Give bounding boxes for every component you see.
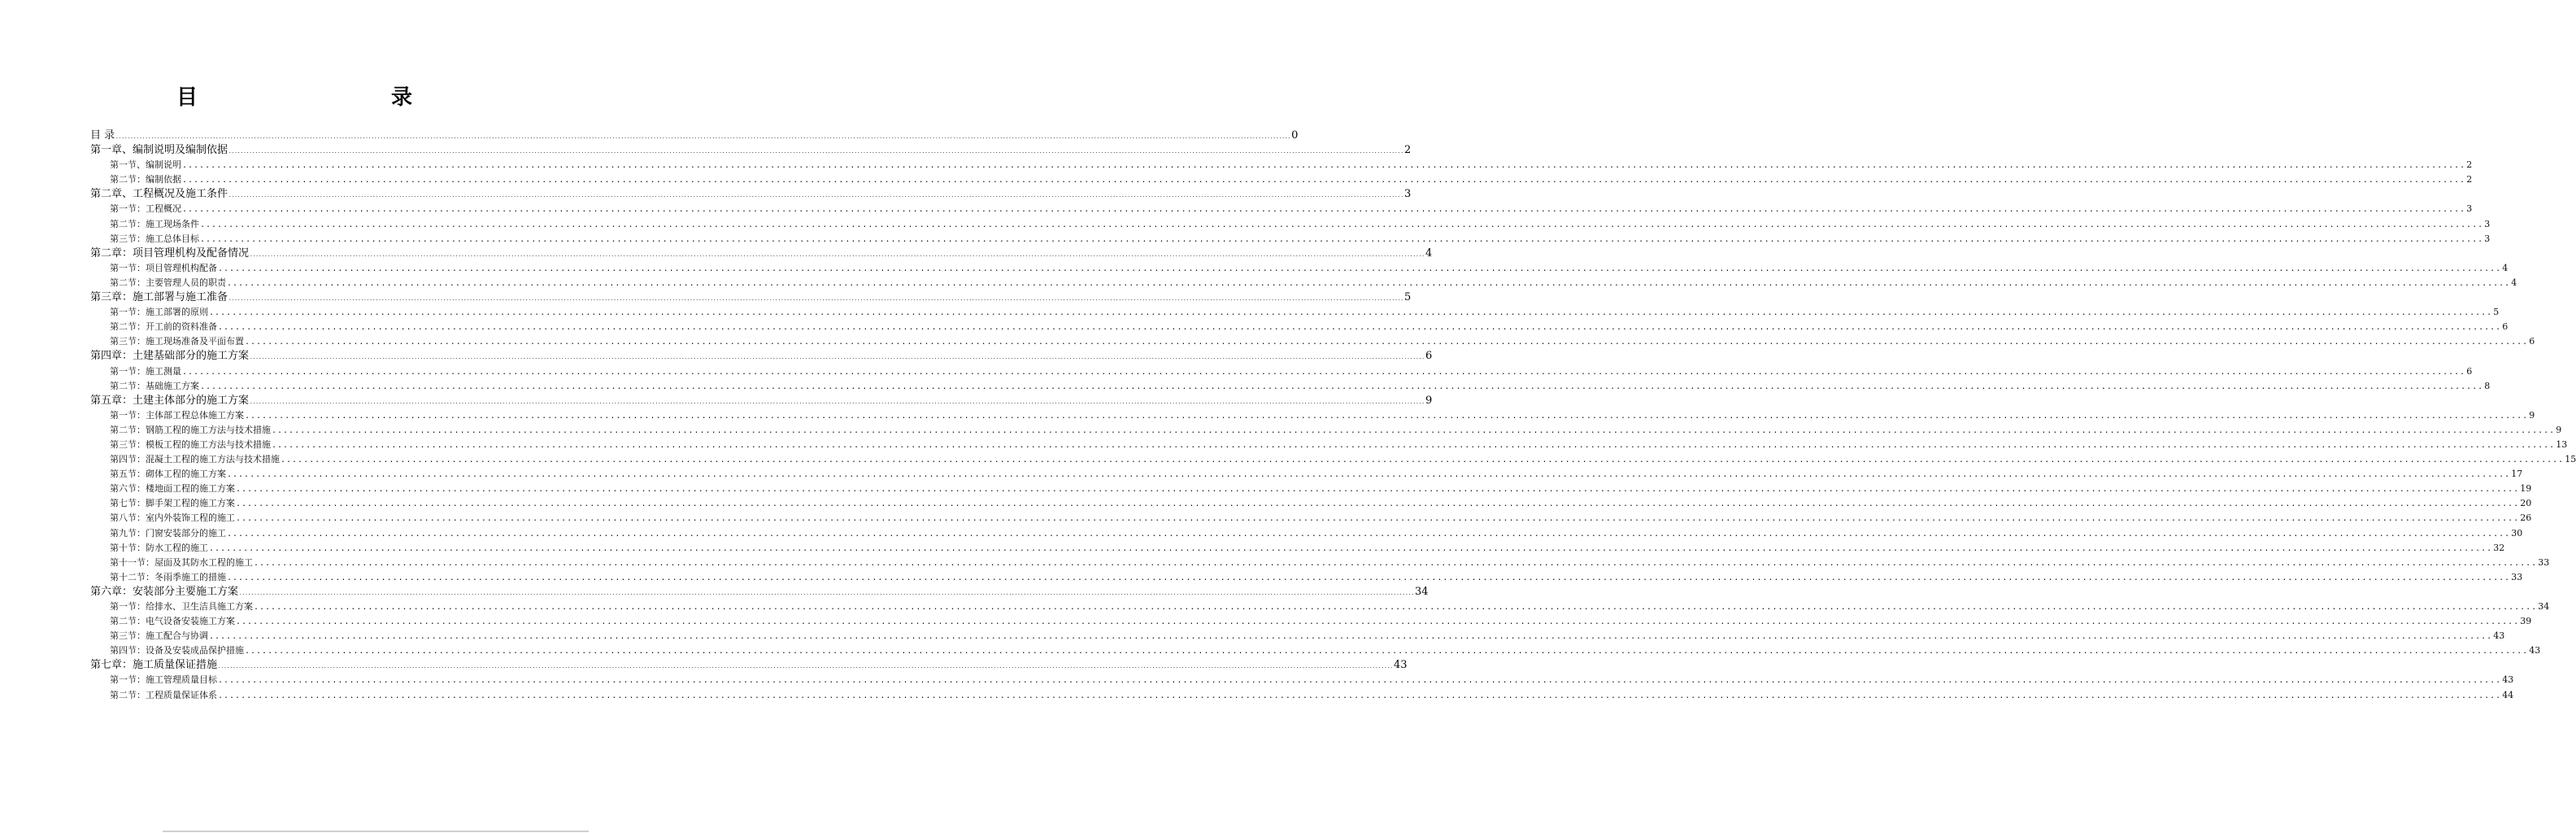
toc-section-entry[interactable] <box>90 496 2532 511</box>
dot-leader: ................................................................................................................................................................................................................................................................................................................................................................................................................ <box>245 338 2529 347</box>
toc-chapter-entry[interactable] <box>90 585 1429 600</box>
toc-section-entry[interactable] <box>90 408 2535 423</box>
toc-entry-label: 第二节：编制依据 <box>110 174 181 185</box>
toc-entry-page-number: 9 <box>1425 394 1433 407</box>
toc-entry-page-number: 6 <box>2466 365 2473 377</box>
dot-leader: ................................................................................................................................................................................................................................................................................................................................................................................................................ <box>272 425 2556 435</box>
toc-entry-label: 第五章：土建主体部分的施工方案 <box>90 394 250 407</box>
toc-section-entry[interactable] <box>90 629 2505 643</box>
toc-entry-label: 第二节：基础施工方案 <box>110 380 199 391</box>
toc-entry-page-number: 34 <box>1414 585 1429 598</box>
page-title: 目 录 <box>176 85 463 110</box>
toc-entry-page-number: 43 <box>1393 659 1408 672</box>
dot-leader: ................................................................................................................................................................................................................................................................................................................................................................................................................ <box>250 251 1425 258</box>
toc-entry-page-number: 43 <box>2529 645 2541 656</box>
toc-section-entry[interactable] <box>90 217 2491 232</box>
toc-entry-label: 第十节：防水工程的施工 <box>110 542 208 553</box>
toc-entry-label: 第十二节：冬雨季施工的措施 <box>110 571 226 582</box>
toc-entry-page-number: 19 <box>2520 483 2532 495</box>
toc-entry-label: 第三节：施工配合与协调 <box>110 630 208 642</box>
toc-entry-page-number: 0 <box>1291 129 1299 142</box>
toc-entry-page-number: 39 <box>2520 616 2532 627</box>
toc-entry-label: 第一节：主体部工程总体施工方案 <box>110 409 244 421</box>
toc-entry-page-number: 33 <box>2511 571 2523 582</box>
toc-chapter-entry[interactable] <box>90 129 1299 143</box>
toc-entry-label: 第一节：施工测量 <box>110 365 181 377</box>
toc-entry-label: 第二章、工程概况及施工条件 <box>90 188 228 201</box>
toc-entry-page-number: 34 <box>2538 601 2550 612</box>
toc-entry-label: 第一节：施工管理质量目标 <box>110 674 217 686</box>
toc-chapter-entry[interactable] <box>90 658 1408 673</box>
dot-leader: ................................................................................................................................................................................................................................................................................................................................................................................................................ <box>182 367 2466 377</box>
toc-section-entry[interactable] <box>90 452 2576 467</box>
toc-entry-label: 第三节：模板工程的施工方法与技术措施 <box>110 438 271 450</box>
toc-entry-label: 第一节：施工部署的原则 <box>110 307 208 318</box>
toc-entry-page-number: 43 <box>2493 630 2505 642</box>
toc-section-entry[interactable] <box>90 232 2491 246</box>
toc-entry-page-number: 3 <box>2484 218 2491 229</box>
dot-leader: ................................................................................................................................................................................................................................................................................................................................................................................................................ <box>200 220 2484 229</box>
toc-section-entry[interactable] <box>90 467 2523 482</box>
toc-entry-label: 第六章：安装部分主要施工方案 <box>90 585 239 598</box>
toc-entry-label: 目 录 <box>90 129 115 142</box>
toc-section-entry[interactable] <box>90 643 2541 658</box>
toc-entry-page-number: 17 <box>2511 469 2523 480</box>
toc-entry-label: 第一节：工程概况 <box>110 203 181 215</box>
toc-entry-page-number: 2 <box>1403 144 1412 157</box>
dot-leader: ................................................................................................................................................................................................................................................................................................................................................................................................................ <box>182 176 2466 185</box>
toc-entry-label: 第一节、编制说明 <box>110 159 181 171</box>
toc-section-entry[interactable] <box>90 276 2517 290</box>
dot-leader: ................................................................................................................................................................................................................................................................................................................................................................................................................ <box>227 470 2511 480</box>
toc-entry-page-number: 30 <box>2511 527 2523 539</box>
dot-leader: ................................................................................................................................................................................................................................................................................................................................................................................................................ <box>228 193 1403 199</box>
toc-entry-page-number: 5 <box>1403 291 1412 304</box>
dot-leader: ................................................................................................................................................................................................................................................................................................................................................................................................................ <box>281 456 2565 465</box>
dot-leader: ................................................................................................................................................................................................................................................................................................................................................................................................................ <box>272 440 2556 450</box>
dot-leader: ................................................................................................................................................................................................................................................................................................................................................................................................................ <box>228 296 1403 303</box>
dot-leader: ................................................................................................................................................................................................................................................................................................................................................................................................................ <box>250 399 1425 405</box>
dot-leader: ................................................................................................................................................................................................................................................................................................................................................................................................................ <box>250 355 1425 361</box>
toc-section-entry[interactable] <box>90 172 2473 187</box>
toc-entry-label: 第二节：施工现场条件 <box>110 218 199 229</box>
toc-entry-page-number: 5 <box>2493 307 2500 318</box>
toc-entry-label: 第三章：施工部署与施工准备 <box>90 291 228 304</box>
toc-entry-label: 第五节：砌体工程的施工方案 <box>110 469 226 480</box>
dot-leader: ................................................................................................................................................................................................................................................................................................................................................................................................................ <box>228 149 1403 155</box>
toc-entry-label: 第三节：施工总体目标 <box>110 233 199 244</box>
toc-entry-page-number: 20 <box>2520 498 2532 509</box>
toc-section-entry[interactable] <box>90 379 2491 394</box>
toc-chapter-entry[interactable] <box>90 290 1412 305</box>
dot-leader: ................................................................................................................................................................................................................................................................................................................................................................................................................ <box>115 134 1291 140</box>
footer-divider <box>163 831 589 832</box>
toc-entry-page-number: 4 <box>1425 246 1433 259</box>
toc-section-entry[interactable] <box>90 673 2514 687</box>
toc-section-entry[interactable] <box>90 202 2473 216</box>
toc-entry-page-number: 9 <box>2556 424 2562 435</box>
toc-section-entry[interactable] <box>90 158 2473 172</box>
toc-section-entry[interactable] <box>90 438 2568 452</box>
dot-leader: ................................................................................................................................................................................................................................................................................................................................................................................................................ <box>182 161 2466 171</box>
toc-entry-page-number: 15 <box>2565 454 2576 465</box>
toc-section-entry[interactable] <box>90 556 2550 570</box>
toc-section-entry[interactable] <box>90 600 2550 614</box>
toc-entry-page-number: 32 <box>2493 542 2505 553</box>
toc-entry-label: 第三节：施工现场准备及平面布置 <box>110 336 244 347</box>
toc-entry-page-number: 6 <box>1425 350 1433 363</box>
dot-leader: ................................................................................................................................................................................................................................................................................................................................................................................................................ <box>245 411 2529 421</box>
toc-entry-page-number: 3 <box>2466 203 2473 215</box>
toc-chapter-entry[interactable] <box>90 246 1433 261</box>
dot-leader: ................................................................................................................................................................................................................................................................................................................................................................................................................ <box>245 647 2529 656</box>
toc-entry-label: 第二节：主要管理人员的职责 <box>110 277 226 288</box>
toc-entry-page-number: 9 <box>2529 409 2535 421</box>
toc-entry-page-number: 2 <box>2466 159 2473 171</box>
toc-entry-page-number: 8 <box>2484 380 2491 391</box>
toc-entry-label: 第四节：混凝土工程的施工方法与技术措施 <box>110 454 280 465</box>
toc-chapter-entry[interactable] <box>90 349 1433 364</box>
dot-leader: ................................................................................................................................................................................................................................................................................................................................................................................................................ <box>209 632 2493 642</box>
dot-leader: ................................................................................................................................................................................................................................................................................................................................................................................................................ <box>227 573 2511 582</box>
toc-section-entry[interactable] <box>90 570 2523 585</box>
toc-chapter-entry[interactable] <box>90 187 1412 202</box>
toc-entry-label: 第七节：脚手架工程的施工方案 <box>110 498 235 509</box>
toc-entry-label: 第七章：施工质量保证措施 <box>90 659 218 672</box>
toc-entry-page-number: 2 <box>2466 174 2473 185</box>
toc-entry-label: 第一节：项目管理机构配备 <box>110 262 217 273</box>
toc-entry-label: 第十一节：屋面及其防水工程的施工 <box>110 556 253 568</box>
toc-entry-page-number: 26 <box>2520 512 2532 524</box>
toc-entry-page-number: 13 <box>2556 438 2568 450</box>
dot-leader: ................................................................................................................................................................................................................................................................................................................................................................................................................ <box>236 617 2520 627</box>
toc-entry-page-number: 4 <box>2502 262 2509 273</box>
dot-leader: ................................................................................................................................................................................................................................................................................................................................................................................................................ <box>218 264 2502 273</box>
toc-section-entry[interactable] <box>90 320 2509 334</box>
toc-entry-label: 第六节：楼地面工程的施工方案 <box>110 483 235 495</box>
dot-leader: ................................................................................................................................................................................................................................................................................................................................................................................................................ <box>218 676 2502 686</box>
toc-entry-label: 第九节：门窗安装部分的施工 <box>110 527 226 539</box>
dot-leader: ................................................................................................................................................................................................................................................................................................................................................................................................................ <box>218 323 2502 333</box>
toc-entry-page-number: 4 <box>2511 277 2517 288</box>
dot-leader: ................................................................................................................................................................................................................................................................................................................................................................................................................ <box>227 278 2511 288</box>
toc-section-entry[interactable] <box>90 541 2505 556</box>
toc-entry-page-number: 43 <box>2502 674 2514 686</box>
dot-leader: ................................................................................................................................................................................................................................................................................................................................................................................................................ <box>236 514 2520 524</box>
dot-leader: ................................................................................................................................................................................................................................................................................................................................................................................................................ <box>236 499 2520 509</box>
toc-section-entry[interactable] <box>90 511 2532 526</box>
toc-entry-label: 第二节：开工前的资料准备 <box>110 321 217 333</box>
toc-entry-label: 第二节：电气设备安装施工方案 <box>110 616 235 627</box>
dot-leader: ................................................................................................................................................................................................................................................................................................................................................................................................................ <box>239 590 1414 596</box>
toc-entry-page-number: 6 <box>2529 336 2535 347</box>
dot-leader: ................................................................................................................................................................................................................................................................................................................................................................................................................ <box>200 382 2484 391</box>
dot-leader: ................................................................................................................................................................................................................................................................................................................................................................................................................ <box>209 543 2493 553</box>
toc-chapter-entry[interactable] <box>90 143 1412 158</box>
toc-entry-label: 第二章：项目管理机构及配备情况 <box>90 246 250 259</box>
toc-chapter-entry[interactable] <box>90 394 1433 408</box>
toc-section-entry[interactable] <box>90 423 2562 438</box>
dot-leader: ................................................................................................................................................................................................................................................................................................................................................................................................................ <box>254 558 2538 568</box>
toc-entry-page-number: 3 <box>2484 233 2491 244</box>
toc-entry-page-number: 6 <box>2502 321 2509 333</box>
toc-entry-page-number: 33 <box>2538 556 2550 568</box>
toc-entry-label: 第二节：钢筋工程的施工方法与技术措施 <box>110 424 271 435</box>
toc-section-entry[interactable] <box>90 688 2514 703</box>
dot-leader: ................................................................................................................................................................................................................................................................................................................................................................................................................ <box>227 529 2511 539</box>
table-of-contents <box>90 129 2576 703</box>
dot-leader: ................................................................................................................................................................................................................................................................................................................................................................................................................ <box>182 205 2466 215</box>
dot-leader: ................................................................................................................................................................................................................................................................................................................................................................................................................ <box>218 691 2502 700</box>
toc-entry-label: 第二节：工程质量保证体系 <box>110 689 217 700</box>
dot-leader: ................................................................................................................................................................................................................................................................................................................................................................................................................ <box>209 308 2493 318</box>
dot-leader: ................................................................................................................................................................................................................................................................................................................................................................................................................ <box>254 603 2538 612</box>
dot-leader: ................................................................................................................................................................................................................................................................................................................................................................................................................ <box>236 485 2520 495</box>
toc-section-entry[interactable] <box>90 305 2500 320</box>
toc-section-entry[interactable] <box>90 364 2473 379</box>
toc-entry-page-number: 44 <box>2502 689 2514 700</box>
toc-entry-label: 第四节：设备及安装成品保护措施 <box>110 645 244 656</box>
toc-entry-label: 第一节：给排水、卫生洁具施工方案 <box>110 601 253 612</box>
toc-section-entry[interactable] <box>90 261 2509 276</box>
toc-entry-label: 第八节：室内外装饰工程的施工 <box>110 512 235 524</box>
toc-entry-label: 第一章、编制说明及编制依据 <box>90 144 228 157</box>
toc-entry-label: 第四章：土建基础部分的施工方案 <box>90 350 250 363</box>
toc-section-entry[interactable] <box>90 482 2532 496</box>
toc-section-entry[interactable] <box>90 526 2523 541</box>
toc-section-entry[interactable] <box>90 334 2535 349</box>
toc-section-entry[interactable] <box>90 614 2532 629</box>
dot-leader: ................................................................................................................................................................................................................................................................................................................................................................................................................ <box>200 234 2484 244</box>
toc-entry-page-number: 3 <box>1403 188 1412 201</box>
dot-leader: ................................................................................................................................................................................................................................................................................................................................................................................................................ <box>218 664 1393 670</box>
